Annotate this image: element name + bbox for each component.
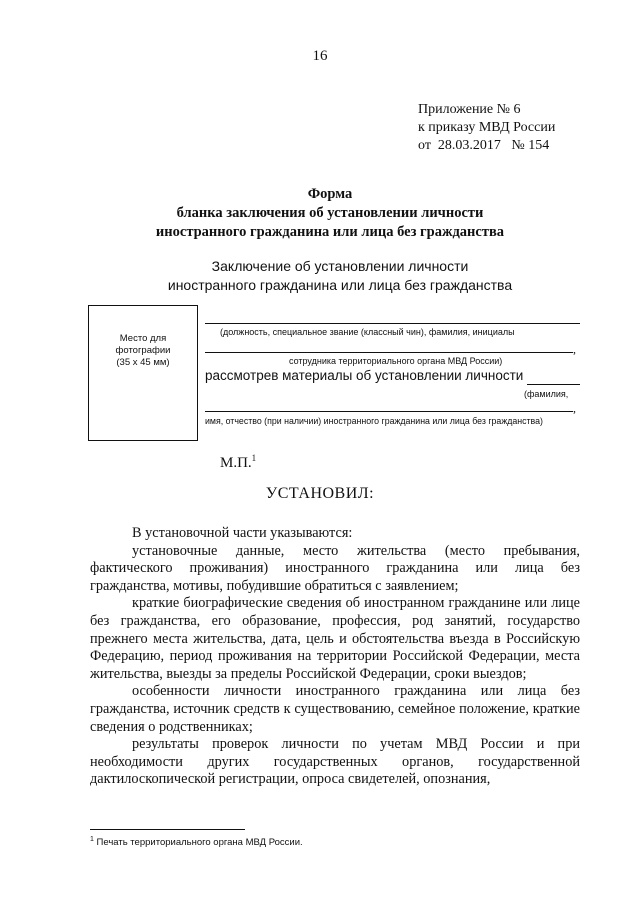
name-caption: имя, отчество (при наличии) иностранного гражданина или лица без гражданства) — [205, 416, 543, 426]
form-title — [0, 185, 640, 242]
photo-placeholder-line-2: фотографии — [115, 345, 171, 356]
footnote-text: Печать территориального органа МВД России. — [96, 837, 303, 849]
reviewed-text: рассмотрев материалы об установлении личности — [205, 368, 524, 383]
position-field-line[interactable] — [205, 323, 580, 324]
surname-caption: (фамилия, — [524, 389, 569, 399]
comma-1: , — [573, 342, 576, 356]
stamp-label — [220, 453, 256, 472]
stamp-label-text: М.П. — [220, 455, 252, 471]
form-title-line-1: Форма — [307, 186, 353, 202]
employee-caption: сотрудника территориального органа МВД России) — [289, 356, 503, 366]
footnote-separator — [90, 829, 245, 830]
body-paragraph-5: результаты проверок личности по учетам МВД России и при необходимости других государственных органов, государственной дактилоскопической регистрации, опроса свидетелей, опознания, — [90, 736, 580, 788]
name-field-line[interactable] — [205, 411, 573, 412]
conclusion-title-line-1: Заключение об установлении личности — [211, 258, 469, 274]
conclusion-title — [0, 257, 640, 295]
surname-field-line[interactable] — [527, 384, 580, 385]
body-paragraph-3: краткие биографические сведения об иностранном гражданине или лице без гражданства, его образование, профессия, род занятий, государство прежнего места жительства, дата, цель и обстоятельства въезда в Российскую Федерацию, период проживания на территории Российской Федерации, места жительства, выезды за пределы Российской Федерации, сроки выездов; — [90, 595, 580, 682]
comma-2: , — [573, 401, 576, 415]
employee-field-line[interactable] — [205, 352, 573, 353]
position-caption: (должность, специальное звание (классный чин), фамилия, инициалы — [220, 327, 515, 337]
photo-placeholder-line-3: (35 х 45 мм) — [116, 357, 170, 368]
appendix-line-1: Приложение № 6 — [418, 102, 521, 117]
footnote-mark: 1 — [90, 836, 94, 843]
stamp-footnote-mark: 1 — [251, 453, 257, 463]
body-paragraph-1: В установочной части указываются: — [132, 525, 353, 541]
footnote — [90, 836, 303, 848]
photo-placeholder-box — [88, 305, 198, 441]
body-text — [90, 525, 580, 789]
form-title-line-2: бланка заключения об установлении личности — [176, 205, 484, 221]
conclusion-title-line-2: иностранного гражданина или лица без гражданства — [167, 277, 513, 293]
body-paragraph-2: установочные данные, место жительства (место пребывания, фактического проживания) иностранного гражданина или лица без гражданства, мотивы, побудившие обратиться с заявлением; — [90, 542, 580, 594]
photo-placeholder-line-1: Место для — [119, 333, 167, 344]
established-heading: УСТАНОВИЛ: — [265, 485, 375, 502]
page-number: 16 — [312, 48, 328, 64]
appendix-block — [418, 101, 555, 155]
photo-placeholder-text — [88, 333, 198, 369]
appendix-line-3: от 28.03.2017 № 154 — [418, 138, 550, 153]
body-paragraph-4: особенности личности иностранного гражданина или лица без гражданства, источник средств к существованию, семейное положение, краткие сведения о родственниках; — [90, 683, 580, 735]
appendix-line-2: к приказу МВД России — [418, 120, 556, 135]
form-title-line-3: иностранного гражданина или лица без гражданства — [155, 224, 505, 240]
